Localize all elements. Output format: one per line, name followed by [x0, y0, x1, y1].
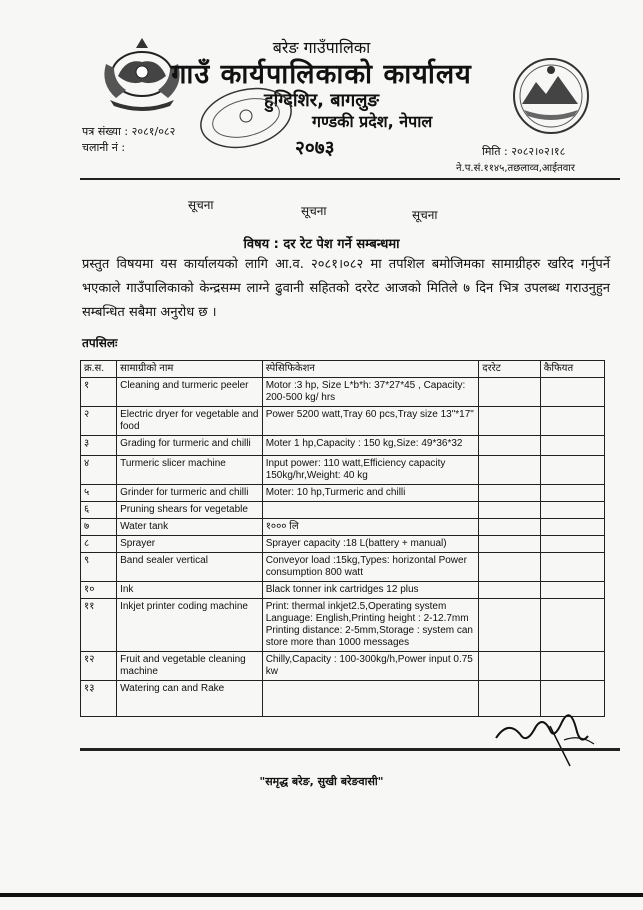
row-item-name: Ink: [117, 582, 263, 599]
row-remarks: [540, 582, 604, 599]
letter-number-label: पत्र संख्या :: [82, 125, 129, 138]
row-remarks: [540, 519, 604, 536]
row-item-name: Pruning shears for vegetable: [117, 502, 263, 519]
signature-icon: [490, 700, 600, 770]
row-rate: [479, 407, 540, 436]
header-remarks: कैफियत: [540, 361, 604, 378]
row-specification: Black tonner ink cartridges 12 plus: [262, 582, 479, 599]
letter-date-label: मिति :: [482, 145, 508, 158]
row-specification: Sprayer capacity :18 L(battery + manual): [262, 536, 479, 553]
row-specification: १००० लि: [262, 519, 479, 536]
row-sn: १३: [81, 681, 117, 717]
table-row: [81, 378, 605, 407]
row-specification: [262, 502, 479, 519]
row-item-name: Fruit and vegetable cleaning machine: [117, 652, 263, 681]
row-item-name: Grading for turmeric and chilli: [117, 436, 263, 456]
notice-label-3: सूचना: [412, 208, 438, 222]
row-specification: Input power: 110 watt,Efficiency capacity 150kg/hr,Weight: 40 kg: [262, 456, 479, 485]
page-bottom-edge: [0, 893, 643, 897]
office-address: हुग्दिशिर, बागलुङ: [264, 90, 379, 111]
row-item-name: Inkjet printer coding machine: [117, 599, 263, 652]
letter-number-value: २०८१/०८२: [131, 125, 176, 138]
notice-label-1: सूचना: [188, 198, 214, 212]
row-remarks: [540, 502, 604, 519]
row-sn: १०: [81, 582, 117, 599]
table-row: [81, 502, 605, 519]
dispatch-number-label: चलानी नं :: [82, 141, 126, 154]
row-sn: ५: [81, 485, 117, 502]
table-row: [81, 599, 605, 652]
row-remarks: [540, 456, 604, 485]
row-rate: [479, 436, 540, 456]
row-rate: [479, 599, 540, 652]
row-remarks: [540, 536, 604, 553]
table-row: [81, 536, 605, 553]
header-item-name: सामाग्रीको नाम: [117, 361, 263, 378]
items-table: [80, 360, 605, 717]
row-sn: १: [81, 378, 117, 407]
header-rate: दररेट: [479, 361, 540, 378]
row-specification: [262, 681, 479, 717]
header-sn: क्र.स.: [81, 361, 117, 378]
row-specification: Chilly,Capacity : 100-300kg/h,Power input 0.75 kw: [262, 652, 479, 681]
row-sn: ८: [81, 536, 117, 553]
table-row: [81, 519, 605, 536]
row-rate: [479, 485, 540, 502]
row-sn: ११: [81, 599, 117, 652]
details-label: तपसिलः: [82, 336, 118, 350]
row-rate: [479, 378, 540, 407]
letter-body: प्रस्तुत विषयमा यस कार्यालयको लागि आ.व. २०८१।०८२ मा तपशिल बमोजिमका सामाग्रीहरु खरिद गर्नुपर्ने भएकाले गाउँपालिकाको केन्द्रसम्म लाग्ने ढुवानी सहितको दररेट आजको मितिले ७ दिन भित्र उपलब्ध गराउनुहुन सम्बन्धित सबैमा अनुरोध छ ।: [82, 257, 610, 320]
notice-label-2: सूचना: [301, 204, 327, 218]
row-sn: ९: [81, 553, 117, 582]
letter-number: [82, 124, 175, 139]
header-specification: स्पेसिफिकेशन: [262, 361, 479, 378]
row-rate: [479, 456, 540, 485]
row-specification: Moter 1 hp,Capacity : 150 kg,Size: 49*36*32: [262, 436, 479, 456]
row-item-name: Watering can and Rake: [117, 681, 263, 717]
row-specification: Power 5200 watt,Tray 60 pcs,Tray size 13"*17": [262, 407, 479, 436]
row-sn: १२: [81, 652, 117, 681]
row-item-name: Cleaning and turmeric peeler: [117, 378, 263, 407]
row-specification: Print: thermal inkjet2.5,Operating system Language: English,Printing height : 2-12.7mm Printing distance: 2-5mm,Storage : system can store more than 1000 messages: [262, 599, 479, 652]
table-row: [81, 436, 605, 456]
row-specification: Conveyor load :15kg,Types: horizontal Power consumption 800 watt: [262, 553, 479, 582]
row-rate: [479, 553, 540, 582]
table-row: [81, 407, 605, 436]
table-row: [81, 652, 605, 681]
row-rate: [479, 536, 540, 553]
municipality-name: बरेङ गाउँपालिका: [272, 38, 371, 57]
row-remarks: [540, 553, 604, 582]
table-row: [81, 553, 605, 582]
row-item-name: Water tank: [117, 519, 263, 536]
table-row: [81, 485, 605, 502]
office-seal-icon: [196, 86, 296, 150]
row-remarks: [540, 599, 604, 652]
row-item-name: Grinder for turmeric and chilli: [117, 485, 263, 502]
province-name: गण्डकी प्रदेश, नेपाल: [312, 112, 433, 131]
row-remarks: [540, 485, 604, 502]
dispatch-number: [82, 140, 125, 155]
nepal-sambat-date: ने.प.सं.११४५,तछलाव्व,आईतवार: [456, 163, 575, 174]
row-rate: [479, 582, 540, 599]
row-sn: ४: [81, 456, 117, 485]
letter-date: [482, 144, 565, 159]
establishment-year: २०७३: [295, 137, 335, 159]
row-rate: [479, 652, 540, 681]
row-sn: २: [81, 407, 117, 436]
letter-subject: विषय : दर रेट पेश गर्ने सम्बन्धमा: [243, 237, 400, 252]
row-item-name: Turmeric slicer machine: [117, 456, 263, 485]
row-rate: [479, 502, 540, 519]
row-specification: Motor :3 hp, Size L*b*h: 37*27*45 , Capacity: 200-500 kg/ hrs: [262, 378, 479, 407]
table-row: [81, 456, 605, 485]
row-sn: ३: [81, 436, 117, 456]
row-remarks: [540, 407, 604, 436]
table-header-row: [81, 361, 605, 378]
footer-divider: [80, 748, 620, 751]
row-item-name: Band sealer vertical: [117, 553, 263, 582]
office-title: गाउँ कार्यपालिकाको कार्यालय: [171, 59, 472, 90]
row-item-name: Electric dryer for vegetable and food: [117, 407, 263, 436]
row-specification: Moter: 10 hp,Turmeric and chilli: [262, 485, 479, 502]
table-row: [81, 582, 605, 599]
row-rate: [479, 519, 540, 536]
row-remarks: [540, 378, 604, 407]
row-sn: ७: [81, 519, 117, 536]
row-remarks: [540, 652, 604, 681]
row-sn: ६: [81, 502, 117, 519]
slogan: "समृद्ध बरेङ, सुखी बरेङवासी": [259, 775, 384, 788]
letter-date-value: २०८२।०२।१८: [511, 145, 566, 158]
row-remarks: [540, 436, 604, 456]
row-item-name: Sprayer: [117, 536, 263, 553]
header-divider: [80, 178, 620, 180]
